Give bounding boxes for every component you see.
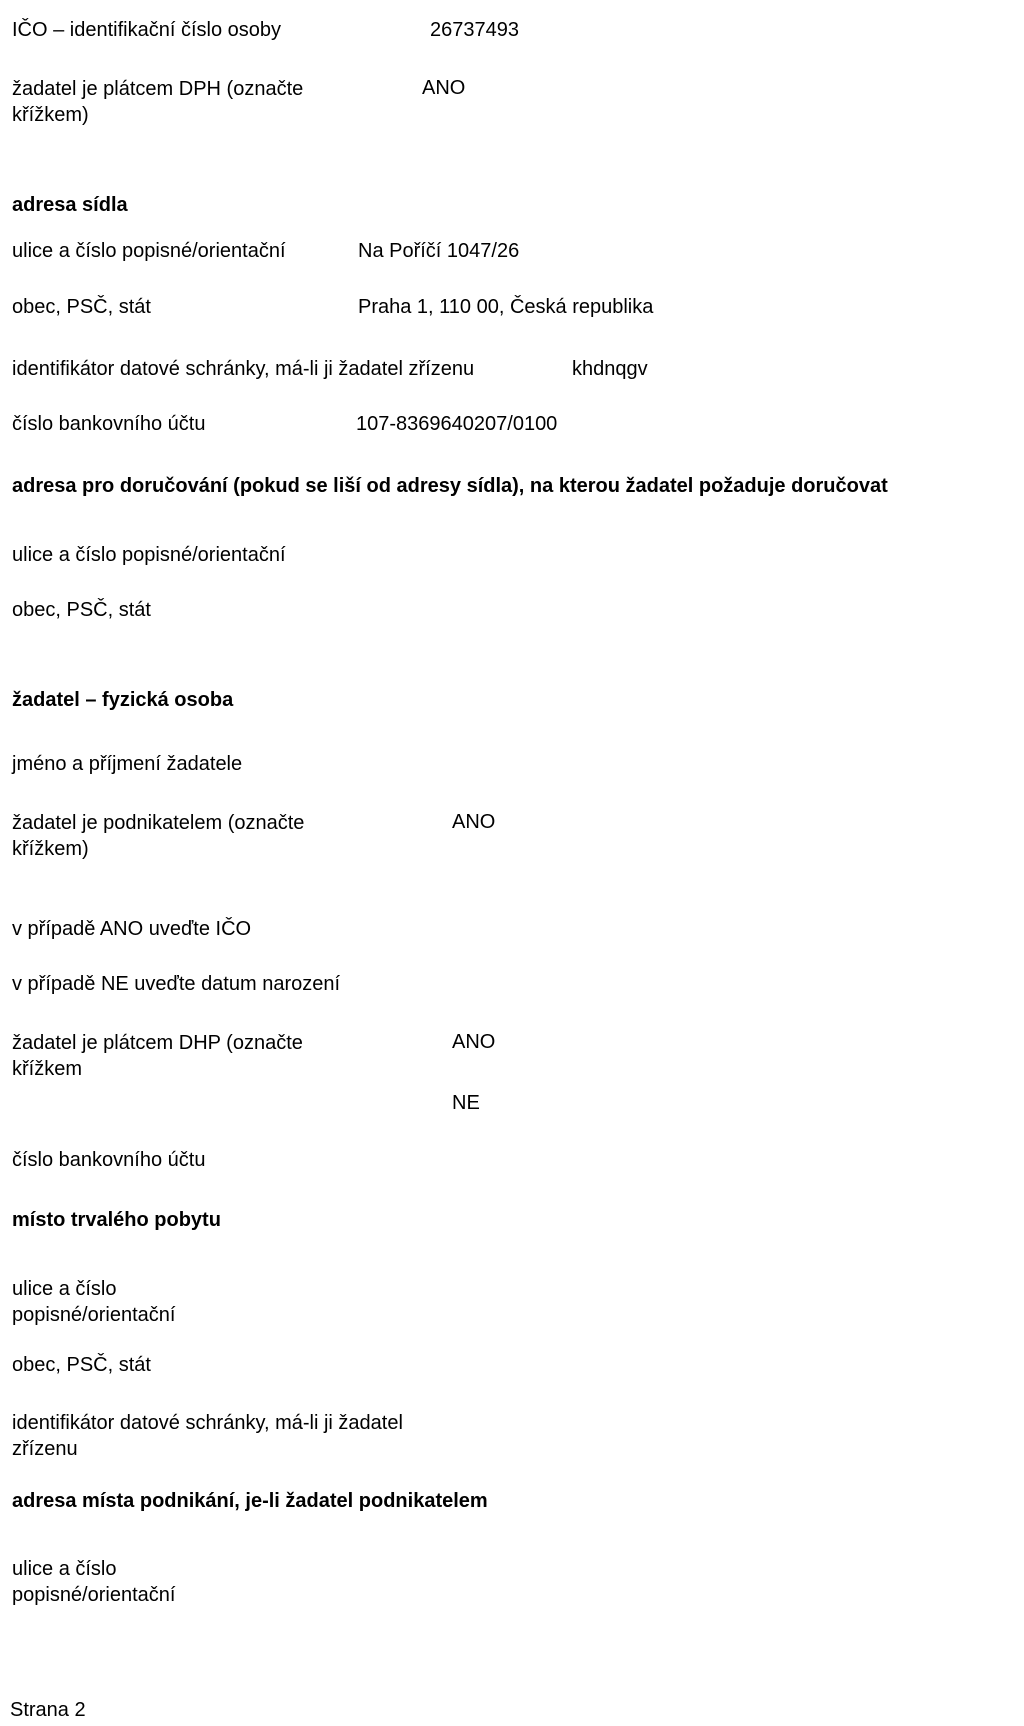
business-street-label-line1: ulice a číslo xyxy=(12,1558,117,1580)
delivery-city-label: obec, PSČ, stát xyxy=(12,599,151,621)
vat-payer-value: ANO xyxy=(422,77,466,99)
vat-payer-label xyxy=(12,76,303,128)
residence-heading: místo trvalého pobytu xyxy=(12,1209,221,1231)
vat-payer-label-line1: žadatel je plátcem DPH (označte xyxy=(12,78,304,100)
person-vat-no: NE xyxy=(452,1092,480,1114)
person-entrepreneur-label-line2: křížkem) xyxy=(12,838,89,860)
person-bank-label: číslo bankovního účtu xyxy=(12,1149,206,1171)
seat-bank-label: číslo bankovního účtu xyxy=(12,413,206,435)
ico-label: IČO – identifikační číslo osoby xyxy=(12,19,282,41)
residence-databox-label-line1: identifikátor datové schránky, má-li ji žadatel xyxy=(12,1412,403,1434)
person-heading: žadatel – fyzická osoba xyxy=(12,689,234,711)
person-name-label: jméno a příjmení žadatele xyxy=(12,753,243,775)
page-number: Strana 2 xyxy=(10,1699,86,1721)
delivery-street-label: ulice a číslo popisné/orientační xyxy=(12,544,286,566)
seat-heading: adresa sídla xyxy=(12,194,128,216)
person-vat-label-line1: žadatel je plátcem DHP (označte xyxy=(12,1032,303,1054)
person-vat-yes: ANO xyxy=(452,1031,496,1053)
person-vat-label xyxy=(12,1030,303,1082)
residence-street-label xyxy=(12,1276,175,1328)
business-street-label xyxy=(12,1556,175,1608)
seat-street-label: ulice a číslo popisné/orientační xyxy=(12,240,286,262)
business-street-label-line2: popisné/orientační xyxy=(12,1584,176,1606)
person-entrepreneur-value: ANO xyxy=(452,811,496,833)
residence-databox-label xyxy=(12,1410,403,1462)
business-heading: adresa místa podnikání, je-li žadatel podnikatelem xyxy=(12,1490,488,1512)
delivery-heading: adresa pro doručování (pokud se liší od adresy sídla), na kterou žadatel požaduje doručovat xyxy=(12,475,888,497)
seat-bank-value: 107-8369640207/0100 xyxy=(356,413,558,435)
seat-city-label: obec, PSČ, stát xyxy=(12,296,151,318)
person-vat-label-line2: křížkem xyxy=(12,1058,82,1080)
seat-databox-value: khdnqgv xyxy=(572,358,648,380)
person-entrepreneur-label-line1: žadatel je podnikatelem (označte xyxy=(12,812,305,834)
seat-databox-label: identifikátor datové schránky, má-li ji žadatel zřízenu xyxy=(12,358,475,380)
residence-street-label-line1: ulice a číslo xyxy=(12,1278,117,1300)
residence-street-label-line2: popisné/orientační xyxy=(12,1304,176,1326)
vat-payer-label-line2: křížkem) xyxy=(12,104,89,126)
person-birthdate-if-no-label: v případě NE uveďte datum narození xyxy=(12,973,341,995)
person-entrepreneur-label xyxy=(12,810,304,862)
seat-city-value: Praha 1, 110 00, Česká republika xyxy=(358,296,654,318)
seat-street-value: Na Poříčí 1047/26 xyxy=(358,240,520,262)
residence-city-label: obec, PSČ, stát xyxy=(12,1354,151,1376)
residence-databox-label-line2: zřízenu xyxy=(12,1438,78,1460)
person-ico-if-yes-label: v případě ANO uveďte IČO xyxy=(12,918,252,940)
ico-value: 26737493 xyxy=(430,19,519,41)
